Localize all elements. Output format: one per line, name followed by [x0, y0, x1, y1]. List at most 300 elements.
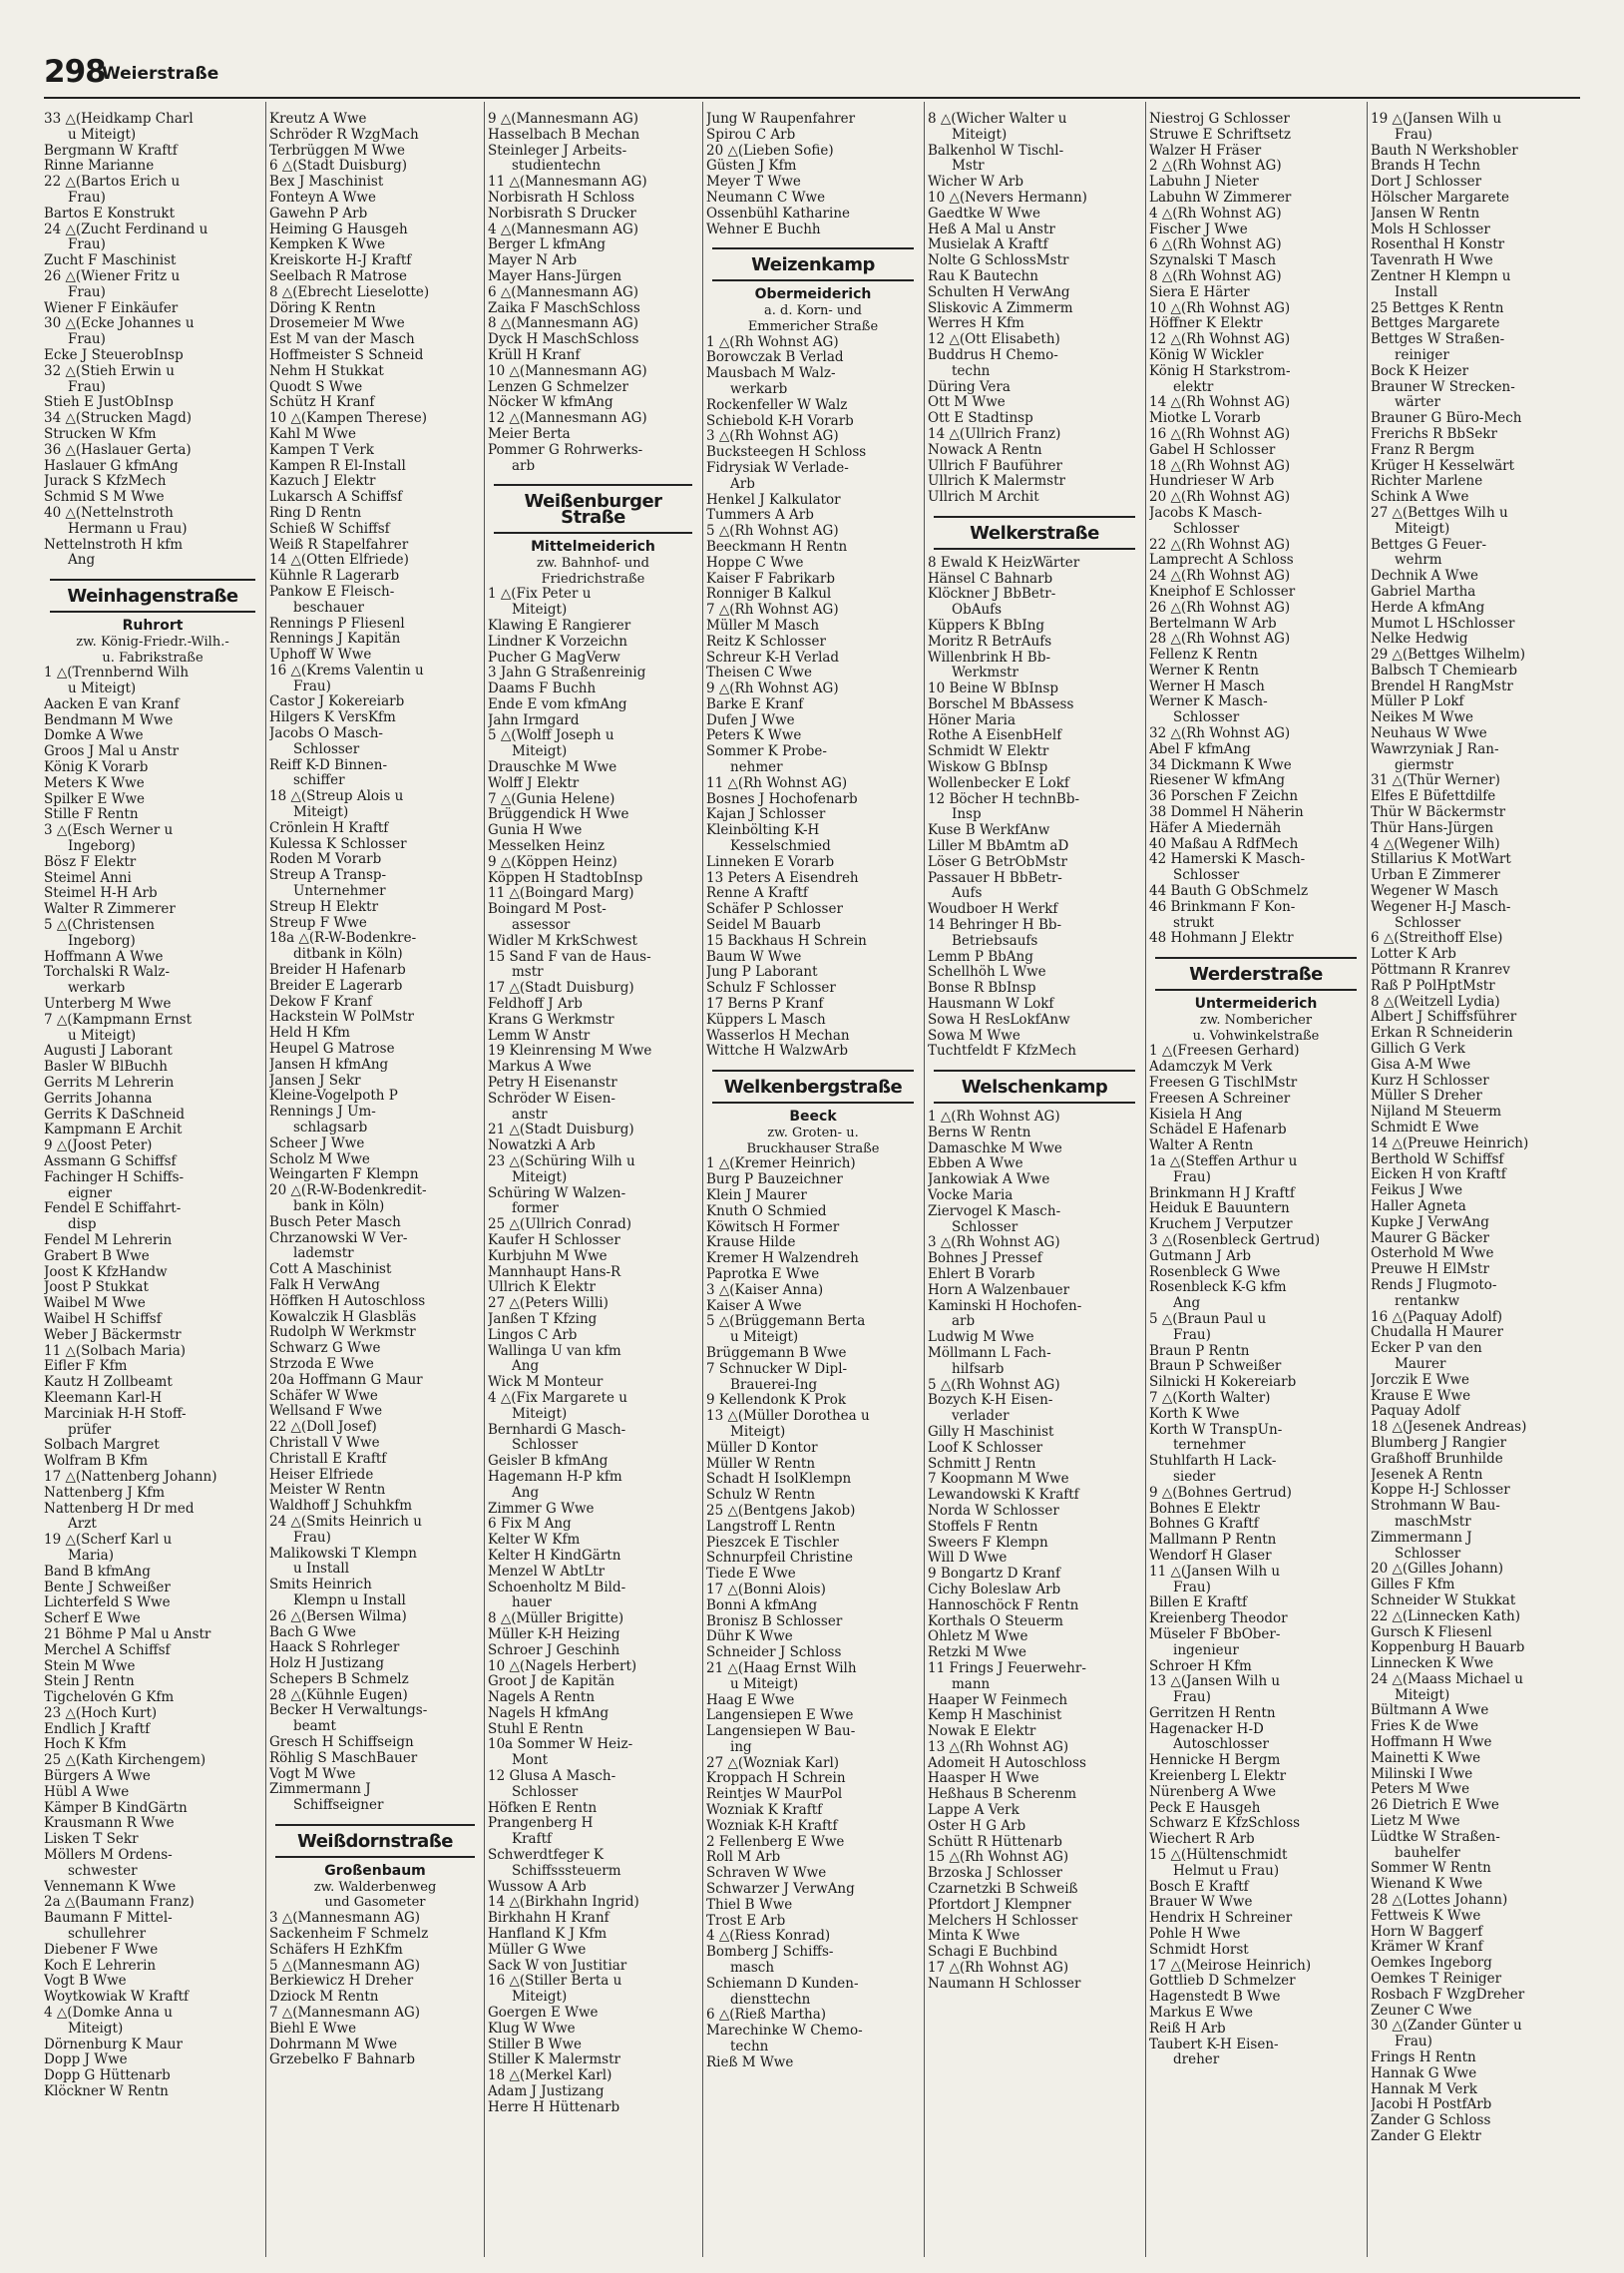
- column-divider: [1145, 102, 1146, 2257]
- directory-entry: Jurack S KfzMech: [44, 474, 167, 490]
- directory-entry: 19 △(Jansen Wilh u: [1371, 112, 1502, 127]
- directory-entry: Stoffels F Rentn: [928, 1519, 1038, 1535]
- directory-entry: Brinkmann H J Kraftf: [1149, 1185, 1295, 1201]
- directory-entry: Krause E Wwe: [1371, 1388, 1471, 1404]
- directory-entry: 20 △(Gilles Johann): [1371, 1562, 1504, 1578]
- directory-entry: Prangenberg H: [488, 1816, 594, 1832]
- directory-entry: Haslauer G kfmAng: [44, 458, 179, 474]
- directory-entry: Moritz R BetrAufs: [928, 634, 1052, 650]
- directory-entry: Peters K Wwe: [706, 728, 802, 744]
- directory-entry: Schneider J Schloss: [706, 1645, 842, 1661]
- directory-entry: 13 △(Rh Wohnst AG): [928, 1739, 1069, 1755]
- directory-entry: 22 △(Rh Wohnst AG): [1149, 537, 1291, 553]
- directory-entry: Preuwe H ElMstr: [1371, 1262, 1489, 1278]
- directory-entry: 8 △(Müller Brigitte): [488, 1611, 624, 1627]
- directory-entry: Kleemann Karl-H: [44, 1390, 163, 1406]
- directory-entry: Jansen H kfmAng: [269, 1057, 389, 1073]
- directory-entry: Fonteyn A Wwe: [269, 190, 376, 206]
- entry-continuation: Miteigt): [512, 1169, 568, 1185]
- directory-entry: Höfken E Rentn: [488, 1800, 598, 1816]
- directory-entry: Damaschke M Wwe: [928, 1140, 1062, 1156]
- directory-entry: Hagemann H-P kfm: [488, 1469, 622, 1485]
- directory-entry: 26 △(Rh Wohnst AG): [1149, 600, 1291, 616]
- entry-continuation: maschMstr: [1395, 1514, 1471, 1530]
- entry-continuation: werkarb: [68, 981, 126, 997]
- directory-entry: Oemkes Ingeborg: [1371, 1956, 1492, 1972]
- directory-entry: 10 △(Mannesmann AG): [488, 363, 647, 379]
- directory-entry: 21 △(Stadt Duisburg): [488, 1123, 634, 1138]
- directory-entry: 18a △(R-W-Bodenkre-: [269, 931, 417, 947]
- entry-continuation: Schlosser: [1173, 521, 1240, 537]
- directory-entry: Markus A Wwe: [488, 1060, 592, 1076]
- directory-entry: 1a △(Steffen Arthur u: [1149, 1154, 1298, 1169]
- directory-entry: 14 Behringer H Bb-: [928, 918, 1062, 934]
- directory-entry: Schmidt E Wwe: [1371, 1121, 1479, 1136]
- directory-entry: Domke A Wwe: [44, 728, 144, 744]
- directory-entry: 17 △(Meirose Heinrich): [1149, 1958, 1312, 1974]
- directory-entry: Feikus J Wwe: [1371, 1183, 1463, 1199]
- directory-entry: Joost K KfzHandw: [44, 1264, 168, 1280]
- directory-entry: Struwe E Schriftsetz: [1149, 127, 1291, 143]
- entry-continuation: Miteigt): [293, 805, 349, 821]
- entry-continuation: beschauer: [293, 600, 365, 616]
- directory-entry: Hölscher Margarete: [1371, 190, 1510, 206]
- directory-entry: Weiß R Stapelfahrer: [269, 537, 409, 553]
- directory-entry: Eifler F Kfm: [44, 1359, 128, 1375]
- directory-entry: Ende E vom kfmAng: [488, 696, 627, 712]
- directory-entry: Jacobi H PostfArb: [1371, 2097, 1492, 2113]
- directory-entry: 7 △(Korth Walter): [1149, 1390, 1271, 1406]
- directory-entry: Osterhold M Wwe: [1371, 1246, 1494, 1262]
- directory-entry: 9 △(Rh Wohnst AG): [706, 682, 839, 697]
- directory-entry: Rosbach F WzgDreher: [1371, 1987, 1525, 2003]
- directory-entry: Schröder W Eisen-: [488, 1091, 615, 1107]
- directory-entry: Krüger H Kesselwärt: [1371, 458, 1515, 474]
- directory-entry: 5 △(Christensen: [44, 918, 155, 934]
- directory-entry: Est M van der Masch: [269, 332, 415, 348]
- directory-entry: 7 △(Kampmann Ernst: [44, 1012, 192, 1028]
- directory-entry: Nolte G SchlossMstr: [928, 253, 1069, 269]
- directory-entry: Wegener H-J Masch-: [1371, 899, 1511, 915]
- entry-continuation: elektr: [1173, 379, 1214, 395]
- directory-entry: Haaper W Feinmech: [928, 1692, 1068, 1708]
- directory-entry: Vennemann K Wwe: [44, 1879, 177, 1895]
- directory-entry: Zimmermann J: [1371, 1530, 1472, 1546]
- directory-entry: 6 △(Streithoff Else): [1371, 931, 1503, 947]
- directory-entry: Erkan R Schneiderin: [1371, 1026, 1513, 1042]
- directory-entry: Rends J Flugmoto-: [1371, 1277, 1497, 1293]
- entry-continuation: giermstr: [1395, 757, 1454, 773]
- directory-entry: 11 △(Jansen Wilh u: [1149, 1564, 1281, 1580]
- entry-continuation: Helmut u Frau): [1173, 1863, 1280, 1879]
- directory-entry: Wollenbecker E Lokf: [928, 775, 1069, 791]
- directory-entry: Stein M Wwe: [44, 1658, 136, 1674]
- street-location: u. Vohwinkelstraße: [1192, 1028, 1320, 1044]
- directory-entry: Neumann C Wwe: [706, 190, 826, 206]
- directory-entry: Rosenbleck G Wwe: [1149, 1264, 1281, 1280]
- directory-entry: Sommer K Probe-: [706, 744, 827, 760]
- directory-entry: 26 △(Wiener Fritz u: [44, 268, 181, 284]
- entry-continuation: u Install: [293, 1562, 350, 1578]
- street-location: a. d. Korn- und: [764, 302, 862, 318]
- directory-entry: 6 △(Mannesmann AG): [488, 284, 639, 300]
- entry-continuation: ingenieur: [1173, 1642, 1239, 1658]
- directory-entry: Haack S Rohrleger: [269, 1640, 400, 1656]
- directory-entry: Lüdtke W Straßen-: [1371, 1829, 1500, 1845]
- entry-continuation: Schlosser: [512, 1438, 579, 1454]
- directory-entry: Berkiewicz H Dreher: [269, 1974, 414, 1990]
- directory-entry: Nürenberg A Wwe: [1149, 1784, 1277, 1800]
- directory-entry: Kleinbölting K-H: [706, 823, 820, 839]
- directory-entry: Loof K Schlosser: [928, 1440, 1043, 1456]
- directory-entry: 15 Backhaus H Schrein: [706, 933, 867, 949]
- entry-continuation: nehmer: [730, 760, 783, 776]
- directory-entry: 14 △(Ullrich Franz): [928, 426, 1061, 442]
- directory-entry: Tavenrath H Wwe: [1371, 253, 1493, 269]
- directory-entry: Crönlein H Kraftf: [269, 820, 389, 836]
- directory-entry: Markus E Wwe: [1149, 2006, 1253, 2022]
- directory-entry: Müller G Wwe: [488, 1942, 587, 1958]
- directory-entry: Rosenthal H Konstr: [1371, 237, 1505, 253]
- directory-entry: Labuhn W Zimmerer: [1149, 190, 1292, 206]
- entry-continuation: verlader: [952, 1409, 1010, 1425]
- directory-entry: Dörnenburg K Maur: [44, 2037, 183, 2052]
- entry-continuation: disp: [68, 1217, 97, 1233]
- entry-continuation: wehrm: [1395, 553, 1442, 569]
- directory-entry: Paquay Adolf: [1371, 1404, 1460, 1420]
- directory-entry: Taubert K-H Eisen-: [1149, 2037, 1279, 2052]
- directory-entry: Grzebelko F Bahnarb: [269, 2052, 416, 2068]
- directory-entry: Schellhöh L Wwe: [928, 965, 1046, 981]
- directory-entry: Woudboer H Werkf: [928, 902, 1058, 918]
- entry-continuation: diensttechn: [730, 1992, 811, 2008]
- directory-entry: Kampen T Verk: [269, 442, 374, 458]
- entry-continuation: Schlosser: [1173, 710, 1240, 726]
- directory-entry: Frerichs R BbSekr: [1371, 426, 1497, 442]
- directory-entry: Güsten J Kfm: [706, 159, 797, 175]
- directory-entry: Rudolph W Werkmstr: [269, 1325, 416, 1341]
- directory-entry: Schwarzer J VerwAng: [706, 1882, 855, 1898]
- entry-continuation: Schlosser: [952, 1219, 1018, 1235]
- entry-continuation: Werkmstr: [952, 666, 1019, 682]
- entry-continuation: Ingeborg): [68, 839, 136, 855]
- column-7: [1371, 112, 1582, 2257]
- directory-entry: Brauner G Büro-Mech: [1371, 411, 1522, 427]
- directory-entry: Quodt S Wwe: [269, 379, 363, 395]
- directory-entry: Widler M KrkSchwest: [488, 933, 637, 949]
- entry-continuation: Frau): [293, 679, 331, 694]
- entry-continuation: wärter: [1395, 395, 1440, 411]
- directory-entry: Sack W von Justitiar: [488, 1958, 627, 1974]
- entry-continuation: reiniger: [1395, 347, 1449, 363]
- directory-entry: 3 △(Kaiser Anna): [706, 1282, 824, 1298]
- entry-continuation: Miteigt): [512, 744, 568, 760]
- directory-entry: 16 △(Paquay Adolf): [1371, 1309, 1503, 1325]
- directory-entry: Nattenberg H Dr med: [44, 1501, 195, 1517]
- directory-entry: 11 △(Boingard Marg): [488, 886, 634, 902]
- directory-entry: Kreiskorte H-J Kraftf: [269, 253, 412, 269]
- directory-entry: Heßhaus B Scherenm: [928, 1787, 1077, 1803]
- street-location: zw. König-Friedr.-Wilh.-: [76, 634, 229, 650]
- directory-entry: Elfes E Büfettdilfe: [1371, 789, 1496, 805]
- directory-entry: Lamprecht A Schloss: [1149, 553, 1294, 569]
- directory-entry: Wendorf H Glaser: [1149, 1548, 1272, 1564]
- directory-entry: Dopp G Hüttenarb: [44, 2068, 171, 2084]
- directory-entry: Schäfer W Wwe: [269, 1388, 378, 1404]
- directory-entry: Terbrüggen M Wwe: [269, 143, 405, 159]
- directory-entry: 19 △(Scherf Karl u: [44, 1533, 173, 1549]
- entry-continuation: u Miteigt): [730, 1676, 799, 1692]
- directory-entry: Müller D Kontor: [706, 1440, 818, 1456]
- entry-continuation: Frau): [68, 284, 106, 300]
- directory-entry: Zimmer G Wwe: [488, 1501, 595, 1517]
- directory-entry: Schütt R Hüttenarb: [928, 1834, 1062, 1850]
- district-name: Mittelmeiderich: [531, 538, 655, 555]
- directory-entry: Werner K Masch-: [1149, 694, 1268, 710]
- directory-entry: Kaminski H Hochofen-: [928, 1298, 1082, 1314]
- column-5: [928, 112, 1141, 2257]
- entry-continuation: Betriebsaufs: [952, 933, 1038, 949]
- directory-entry: Hausmann W Lokf: [928, 997, 1054, 1013]
- directory-entry: Burg P Bauzeichner: [706, 1172, 843, 1188]
- directory-entry: Niestroj G Schlosser: [1149, 112, 1290, 127]
- directory-entry: Held H Kfm: [269, 1026, 350, 1042]
- directory-entry: Borowczak B Verlad: [706, 350, 844, 366]
- directory-entry: Nijland M Steuerm: [1371, 1105, 1502, 1121]
- directory-entry: Kelter W Kfm: [488, 1533, 581, 1549]
- directory-entry: Wick M Monteur: [488, 1375, 604, 1391]
- directory-entry: Sowa H ResLokfAnw: [928, 1012, 1070, 1028]
- directory-entry: Marechinke W Chemo-: [706, 2024, 863, 2040]
- directory-entry: Streup F Wwe: [269, 915, 367, 931]
- directory-entry: Reitz K Schlosser: [706, 634, 826, 650]
- directory-entry: Dziock M Rentn: [269, 1990, 379, 2006]
- directory-entry: 18 △(Jesenek Andreas): [1371, 1420, 1527, 1436]
- directory-entry: Ebben A Wwe: [928, 1156, 1023, 1172]
- directory-entry: 3 △(Mannesmann AG): [269, 1911, 421, 1927]
- directory-entry: Walter R Zimmerer: [44, 902, 176, 918]
- directory-entry: Biehl E Wwe: [269, 2021, 357, 2037]
- directory-entry: Groos J Mal u Anstr: [44, 744, 180, 760]
- directory-entry: Nowak E Elektr: [928, 1724, 1036, 1740]
- directory-entry: Bendmann M Wwe: [44, 712, 174, 728]
- directory-entry: Stiller B Wwe: [488, 2037, 582, 2052]
- directory-entry: Pankow E Fleisch-: [269, 584, 395, 600]
- directory-entry: Schmid S M Wwe: [44, 490, 165, 506]
- directory-entry: Bültmann A Wwe: [1371, 1703, 1489, 1719]
- directory-entry: 23 △(Schüring Wilh u: [488, 1154, 635, 1169]
- directory-entry: Milinski I Wwe: [1371, 1766, 1473, 1782]
- directory-entry: Pieszcek E Tischler: [706, 1535, 839, 1551]
- directory-entry: Lietz M Wwe: [1371, 1814, 1460, 1830]
- directory-entry: Barke E Kranf: [706, 696, 804, 712]
- directory-entry: 26 △(Bersen Wilma): [269, 1608, 407, 1624]
- directory-entry: Menzel W AbtLtr: [488, 1564, 606, 1580]
- directory-entry: Petry H Eisenanstr: [488, 1076, 617, 1092]
- directory-entry: Bürgers A Wwe: [44, 1769, 151, 1785]
- directory-entry: Nelke Hedwig: [1371, 632, 1468, 648]
- directory-entry: Blumberg J Rangier: [1371, 1435, 1507, 1451]
- directory-entry: Christall V Wwe: [269, 1435, 380, 1451]
- directory-entry: Bente J Schweißer: [44, 1580, 171, 1595]
- directory-entry: Torchalski R Walz-: [44, 965, 171, 981]
- directory-entry: Hundrieser W Arb: [1149, 474, 1275, 490]
- directory-entry: Krüll H Kranf: [488, 347, 581, 363]
- directory-entry: Bettges Margarete: [1371, 316, 1500, 332]
- entry-continuation: u Miteigt): [68, 1028, 137, 1044]
- directory-entry: 1 △(Rh Wohnst AG): [706, 334, 839, 350]
- entry-continuation: Arzt: [68, 1517, 97, 1533]
- directory-entry: 9 △(Joost Peter): [44, 1138, 153, 1154]
- directory-entry: Tigchelovén G Kfm: [44, 1690, 175, 1706]
- entry-continuation: Frau): [68, 190, 106, 206]
- directory-entry: Breider H Hafenarb: [269, 963, 406, 979]
- directory-entry: Nowack A Rentn: [928, 442, 1042, 458]
- directory-entry: Henkel J Kalkulator: [706, 492, 841, 508]
- directory-entry: Bohnes G Kraftf: [1149, 1517, 1259, 1533]
- directory-entry: Janßen T Kfzing: [488, 1311, 598, 1327]
- directory-entry: Hannak M Verk: [1371, 2081, 1477, 2097]
- directory-entry: Rennings J Kapitän: [269, 632, 401, 648]
- directory-entry: Bonse R BbInsp: [928, 981, 1036, 997]
- directory-entry: 15 Sand F van de Haus-: [488, 949, 651, 965]
- directory-entry: Bohnes E Elektr: [1149, 1501, 1261, 1517]
- directory-entry: Diebener F Wwe: [44, 1942, 159, 1958]
- directory-entry: Mumot L HSchlosser: [1371, 616, 1515, 632]
- directory-entry: Steimel Anni: [44, 870, 132, 886]
- directory-entry: Basler W BlBuchh: [44, 1060, 168, 1076]
- directory-entry: Jansen J Sekr: [269, 1073, 361, 1089]
- street-location: zw. Nombericher: [1199, 1012, 1313, 1028]
- directory-entry: Werner H Masch: [1149, 679, 1265, 694]
- directory-entry: 42 Hamerski K Masch-: [1149, 852, 1306, 868]
- directory-entry: Bösz F Elektr: [44, 854, 137, 870]
- directory-entry: Lisken T Sekr: [44, 1832, 139, 1848]
- directory-entry: Fettweis K Wwe: [1371, 1908, 1481, 1924]
- directory-entry: 9 Bongartz D Kranf: [928, 1567, 1060, 1583]
- directory-entry: Kleine-Vogelpoth P: [269, 1089, 398, 1105]
- directory-entry: Koppe H-J Schlosser: [1371, 1483, 1510, 1499]
- column-divider: [1367, 102, 1368, 2257]
- directory-entry: Bartos E Konstrukt: [44, 206, 175, 222]
- directory-entry: Ziervogel K Masch-: [928, 1203, 1061, 1219]
- directory-entry: 9 △(Bohnes Gertrud): [1149, 1485, 1292, 1501]
- directory-entry: Steinleger J Arbeits-: [488, 143, 627, 159]
- entry-continuation: Schlosser: [293, 741, 360, 757]
- directory-entry: Willenbrink H Bb-: [928, 650, 1051, 666]
- directory-entry: Rosenbleck K-G kfm: [1149, 1280, 1287, 1296]
- directory-entry: Kelter H KindGärtn: [488, 1548, 621, 1564]
- directory-entry: Frings H Rentn: [1371, 2050, 1476, 2066]
- directory-entry: Strucken W Kfm: [44, 426, 157, 442]
- directory-entry: 36 △(Haslauer Gerta): [44, 442, 192, 458]
- directory-entry: 10 Beine W BbInsp: [928, 682, 1058, 697]
- running-title: Weierstraße: [102, 64, 219, 84]
- entry-continuation: Schiffsssteuerm: [512, 1863, 621, 1879]
- directory-entry: Schröder R WzgMach: [269, 127, 419, 143]
- directory-entry: Kautz H Zollbeamt: [44, 1375, 173, 1391]
- directory-entry: Zimmermann J: [269, 1782, 371, 1798]
- entry-continuation: beamt: [293, 1719, 336, 1735]
- directory-entry: Wozniak K Kraftf: [706, 1803, 823, 1819]
- directory-entry: 10a Sommer W Heiz-: [488, 1737, 633, 1753]
- directory-entry: Nowatzki A Arb: [488, 1138, 596, 1154]
- directory-entry: 16 △(Krems Valentin u: [269, 663, 424, 679]
- street-heading: Werderstraße: [1155, 957, 1357, 991]
- directory-entry: 10 △(Kampen Therese): [269, 411, 427, 427]
- directory-entry: Langensiepen E Wwe: [706, 1708, 854, 1724]
- directory-entry: Berger L kfmAng: [488, 237, 607, 253]
- directory-entry: Theisen C Wwe: [706, 666, 812, 682]
- directory-entry: Lewandowski K Kraftf: [928, 1488, 1079, 1504]
- directory-entry: Heiming G Hausgeh: [269, 222, 408, 237]
- directory-entry: Drauschke M Wwe: [488, 760, 617, 776]
- entry-continuation: schwester: [68, 1863, 138, 1879]
- directory-entry: 16 △(Stiller Berta u: [488, 1974, 622, 1990]
- entry-continuation: ditbank in Köln): [293, 947, 403, 963]
- street-heading: Weizenkamp: [712, 247, 914, 281]
- directory-entry: König H Starkstrom-: [1149, 363, 1291, 379]
- entry-continuation: strukt: [1173, 915, 1215, 931]
- directory-entry: Mols H Schlosser: [1371, 222, 1490, 237]
- directory-entry: Hoffmeister S Schneid: [269, 347, 424, 363]
- entry-continuation: former: [512, 1201, 559, 1217]
- directory-entry: Ecker P van den: [1371, 1341, 1482, 1357]
- directory-entry: Bronisz B Schlosser: [706, 1613, 843, 1629]
- directory-entry: Walzer H Fräser: [1149, 143, 1262, 159]
- directory-entry: Lindner K Vorzeichn: [488, 634, 627, 650]
- directory-entry: Cichy Boleslaw Arb: [928, 1582, 1061, 1597]
- directory-entry: Dort J Schlosser: [1371, 175, 1482, 191]
- directory-entry: Brüggemann B Wwe: [706, 1345, 847, 1361]
- directory-entry: Schieß W Schiffsf: [269, 521, 390, 537]
- directory-entry: Steimel H-H Arb: [44, 886, 158, 902]
- directory-entry: Urban E Zimmerer: [1371, 868, 1500, 884]
- entry-continuation: Hermann u Frau): [68, 521, 188, 537]
- directory-entry: Seelbach R Matrose: [269, 268, 408, 284]
- directory-entry: Häfer A Miedernäh: [1149, 820, 1282, 836]
- directory-entry: 17 Berns P Kranf: [706, 997, 824, 1013]
- directory-entry: Wolff J Elektr: [488, 775, 580, 791]
- entry-continuation: Frau): [1173, 1169, 1211, 1185]
- directory-entry: 8 △(Ebrecht Lieselotte): [269, 284, 430, 300]
- directory-entry: Schiebold K-H Vorarb: [706, 413, 854, 429]
- entry-continuation: techn: [952, 363, 991, 379]
- directory-entry: Pucher G MagVerw: [488, 650, 620, 666]
- directory-entry: Stieh E JustObInsp: [44, 395, 174, 411]
- street-heading: Welkenbergstraße: [712, 1070, 914, 1104]
- directory-entry: Gursch K Fliesenl: [1371, 1624, 1492, 1640]
- directory-entry: 40 △(Nettelnstroth: [44, 505, 174, 521]
- entry-continuation: arb: [512, 458, 536, 474]
- directory-entry: Müller P Lokf: [1371, 694, 1464, 710]
- directory-entry: 12 Glusa A Masch-: [488, 1769, 616, 1785]
- directory-entry: Kreienberg Theodor: [1149, 1611, 1288, 1627]
- directory-entry: 20a Hoffmann G Maur: [269, 1372, 423, 1388]
- street-location: Bruckhauser Straße: [746, 1140, 880, 1156]
- directory-entry: 17 △(Bonni Alois): [706, 1582, 826, 1597]
- directory-entry: Wiskow G BbInsp: [928, 760, 1048, 776]
- entry-continuation: hauer: [512, 1595, 552, 1611]
- directory-entry: 20 △(Rh Wohnst AG): [1149, 490, 1291, 506]
- entry-continuation: Unternehmer: [293, 884, 386, 900]
- directory-entry: Schulz W Rentn: [706, 1488, 816, 1504]
- directory-entry: Braun P Schweißer: [1149, 1359, 1282, 1375]
- entry-continuation: Miteigt): [68, 2021, 124, 2037]
- directory-entry: 5 △(Braun Paul u: [1149, 1311, 1267, 1327]
- directory-entry: 38 Dommel H Näherin: [1149, 805, 1304, 821]
- directory-entry: Naumann H Schlosser: [928, 1976, 1081, 1992]
